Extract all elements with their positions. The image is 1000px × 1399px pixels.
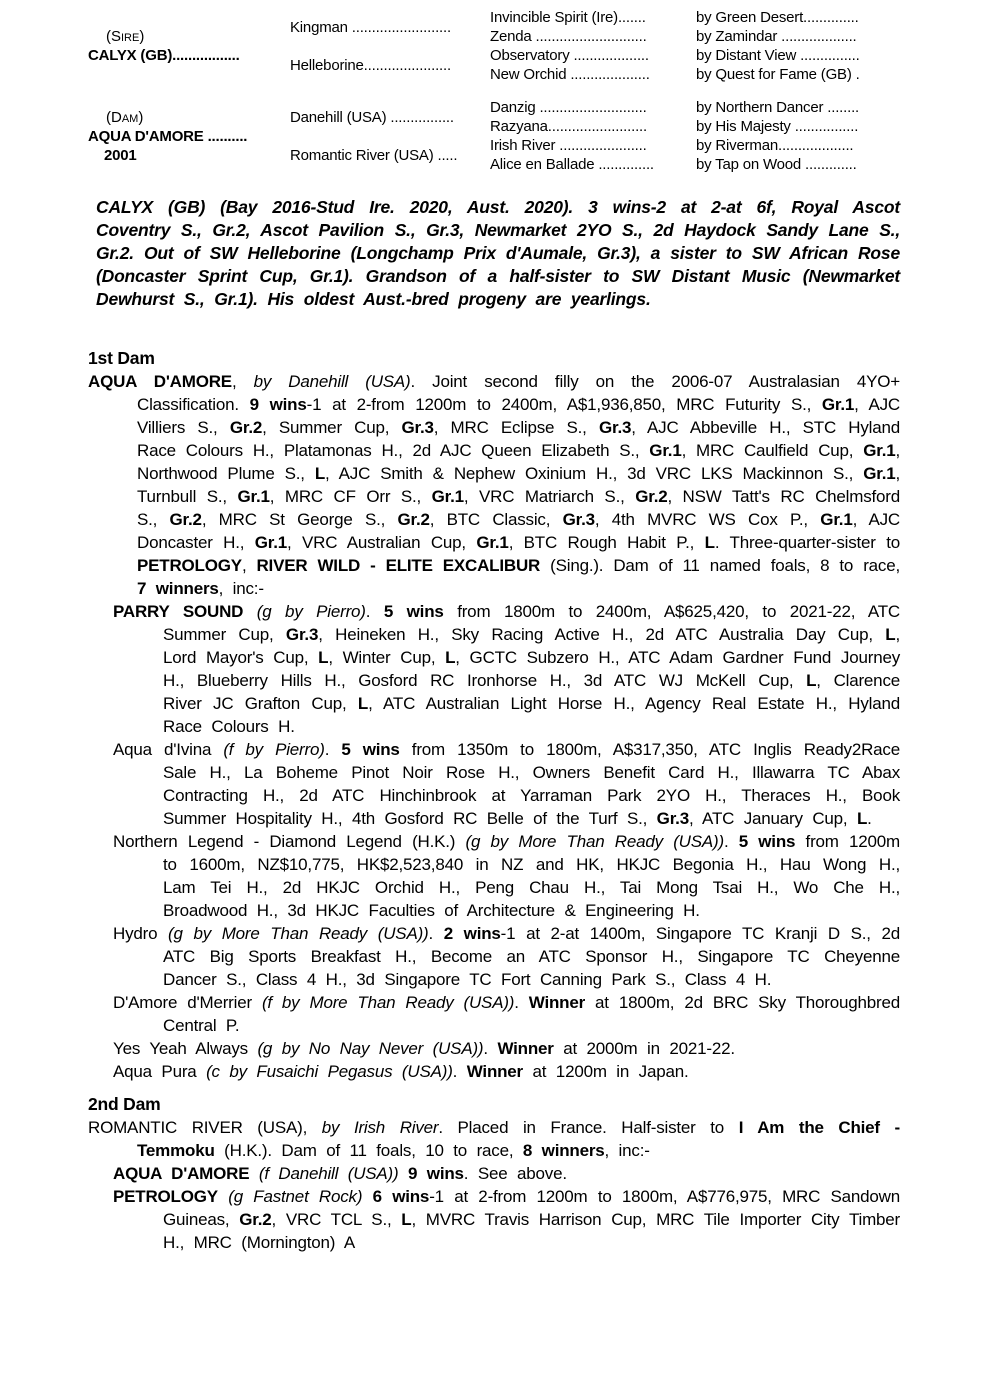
second-dam-heading: 2nd Dam xyxy=(88,1094,161,1114)
entry-northern-legend: Northern Legend - Diamond Legend (H.K.) (g by More Than Ready (USA)). 5 wins from 1200m to 1600m, NZ$10,775, HK$2,523,840 in NZ and HK, HKJC Begonia H., Hau Wong H., Lam Tei H., 2d HKJC Orchid H., Peng Chau H., Tai Mong Tsai H., Wo Che H., Broadwood H., 3d HKJC Faculties of Architecture & Engineering H. xyxy=(113,832,900,920)
sire-label: (Sire) xyxy=(106,28,145,45)
ancestor-name: Alice en Ballade .............. xyxy=(490,156,654,173)
ancestor-by-line: by Quest for Fame (GB) . xyxy=(696,66,860,83)
ancestor-name: Razyana......................... xyxy=(490,118,647,135)
ancestor-name: New Orchid .................... xyxy=(490,66,650,83)
entry-petrology: PETROLOGY (g Fastnet Rock) 6 wins-1 at 2-from 1200m to 1800m, A$776,975, MRC Sandown Guineas, Gr.2, VRC TCL S., L, MVRC Travis Harrison Cup, MRC Tile Importer City Timber H., MRC (Mornington) A xyxy=(113,1187,901,1252)
dam-bysires-column xyxy=(696,98,900,174)
sire-row xyxy=(88,8,900,84)
grandsire-name: Danehill (USA) ................ xyxy=(290,108,454,126)
dam-row xyxy=(88,98,900,174)
entry-aqua-damore-see-above: AQUA D'AMORE (f Danehill (USA)) 9 wins. See above. xyxy=(113,1164,567,1183)
entry-romantic-river: ROMANTIC RIVER (USA), by Irish River. Placed in France. Half-sister to I Am the Chief - Temmoku (H.K.). Dam of 11 foals, 10 to race, 8 winners, inc:- xyxy=(88,1118,901,1160)
ancestor-by-line: by Green Desert.............. xyxy=(696,9,859,26)
pedigree-table xyxy=(88,8,900,174)
sire-parents-column xyxy=(290,8,490,84)
dam-parents-column xyxy=(290,98,490,174)
ancestor-by-line: by Distant View ............... xyxy=(696,47,860,64)
ancestor-by-line: by Tap on Wood ............. xyxy=(696,156,857,173)
ancestor-name: Observatory ................... xyxy=(490,47,649,64)
ancestor-by-line: by His Majesty ................ xyxy=(696,118,859,135)
granddam-name: Romantic River (USA) ..... xyxy=(290,146,458,164)
dam-grandparents-column xyxy=(490,98,696,174)
dam-name: AQUA D'AMORE .......... xyxy=(88,127,248,145)
ancestor-name: Zenda ............................ xyxy=(490,28,647,45)
entry-aqua-pura: Aqua Pura (c by Fusaichi Pegasus (USA)). Winner at 1200m in Japan. xyxy=(113,1062,689,1081)
sire-cell xyxy=(88,8,290,84)
ancestor-by-line: by Northern Dancer ........ xyxy=(696,99,859,116)
dam-label: (Dam) xyxy=(106,108,144,126)
first-dam-heading: 1st Dam xyxy=(88,348,155,368)
dam-cell xyxy=(88,98,290,174)
ancestor-by-line: by Zamindar ................... xyxy=(696,28,857,45)
sire-name: CALYX (GB)................. xyxy=(88,47,240,64)
entry-damore-dmerrier: D'Amore d'Merrier (f by More Than Ready (USA)). Winner at 1800m, 2d BRC Sky Thoroughbred Central P. xyxy=(113,993,900,1035)
catalogue-page xyxy=(88,0,900,1254)
ancestor-name: Invincible Spirit (Ire)....... xyxy=(490,9,646,26)
entry-yes-yeah-always: Yes Yeah Always (g by No Nay Never (USA)). Winner at 2000m in 2021-22. xyxy=(113,1039,735,1058)
ancestor-by-line: by Riverman................... xyxy=(696,137,854,154)
sire-bysires-column xyxy=(696,8,900,84)
grandsire-name: Kingman ......................... xyxy=(290,18,451,36)
entry-hydro: Hydro (g by More Than Ready (USA)). 2 wins-1 at 2-at 1400m, Singapore TC Kranji D S., 2d ATC Big Sports Breakfast H., Become an ATC Sponsor H., Singapore TC Cheyenne Dancer S., Class 4 H., 3d Singapore TC Fort Canning Park S., Class 4 H. xyxy=(113,924,901,989)
entry-parry-sound: PARRY SOUND (g by Pierro). 5 wins from 1800m to 2400m, A$625,420, to 2021-22, ATC Summer Cup, Gr.3, Heineken H., Sky Racing Active H., 2d ATC Australia Day Cup, L, Lord Mayor's Cup, L, Winter Cup, L, GCTC Subzero H., ATC Adam Gardner Fund Journey H., Blueberry Hills H., Gosford RC Ironhorse H., 3d ATC WJ McKell Cup, L, Clarence River JC Grafton Cup, L, ATC Australian Light Horse H., Agency Real Estate H., Hyland Race Colours H. xyxy=(113,602,901,736)
ancestor-name: Danzig ........................... xyxy=(490,99,647,116)
stallion-summary: CALYX (GB) (Bay 2016-Stud Ire. 2020, Aust. 2020). 3 wins-2 at 2-at 6f, Royal Ascot Coventry S., Gr.2, Ascot Pavilion S., Gr.3, Newmarket 2YO S., 2d Haydock Sandy Lane S., Gr.2. Out of SW Helleborine (Longchamp Prix d'Aumale, Gr.3), a sister to SW African Rose (Doncaster Sprint Cup, Gr.1). Grandson of a half-sister to SW Distant Music (Newmarket Dewhurst S., Gr.1). His oldest Aust.-bred progeny are yearlings. xyxy=(96,197,900,309)
ancestor-name: Irish River ...................... xyxy=(490,137,647,154)
dam-foaling-year: 2001 xyxy=(104,146,137,164)
granddam-name: Helleborine...................... xyxy=(290,56,451,74)
entry-aqua-divina: Aqua d'Ivina (f by Pierro). 5 wins from 1350m to 1800m, A$317,350, ATC Inglis Ready2Race Sale H., La Boheme Pinot Noir Rose H., Owners Benefit Card H., Illawarra TC Abax Contracting H., 2d ATC Hinchinbrook at Yarraman Park 2YO H., Theraces H., Book Summer Hospitality H., 4th Gosford RC Belle of the Turf S., Gr.3, ATC January Cup, L. xyxy=(113,740,900,828)
sire-grandparents-column xyxy=(490,8,696,84)
entry-aqua-damore: AQUA D'AMORE, by Danehill (USA). Joint second filly on the 2006-07 Australasian 4YO+ Classification. 9 wins-1 at 2-from 1200m to 2400m, A$1,936,850, MRC Futurity S., Gr.1, AJC Villiers S., Gr.2, Summer Cup, Gr.3, MRC Eclipse S., Gr.3, AJC Abbeville H., STC Hyland Race Colours H., Platamonas H., 2d AJC Queen Elizabeth S., Gr.1, MRC Caulfield Cup, Gr.1, Northwood Plume S., L, AJC Smith & Nephew Oxinium H., 3d VRC LKS Mackinnon S., Gr.1, Turnbull S., Gr.1, MRC CF Orr S., Gr.1, VRC Matriarch S., Gr.2, NSW Tatt's RC Chelmsford S., Gr.2, MRC St George S., Gr.2, BTC Classic, Gr.3, 4th MVRC WS Cox P., Gr.1, AJC Doncaster H., Gr.1, VRC Australian Cup, Gr.1, BTC Rough Habit P., L. Three-quarter-sister to PETROLOGY, RIVER WILD - ELITE EXCALIBUR (Sing.). Dam of 11 named foals, 8 to race, 7 winners, inc:- xyxy=(88,372,901,598)
